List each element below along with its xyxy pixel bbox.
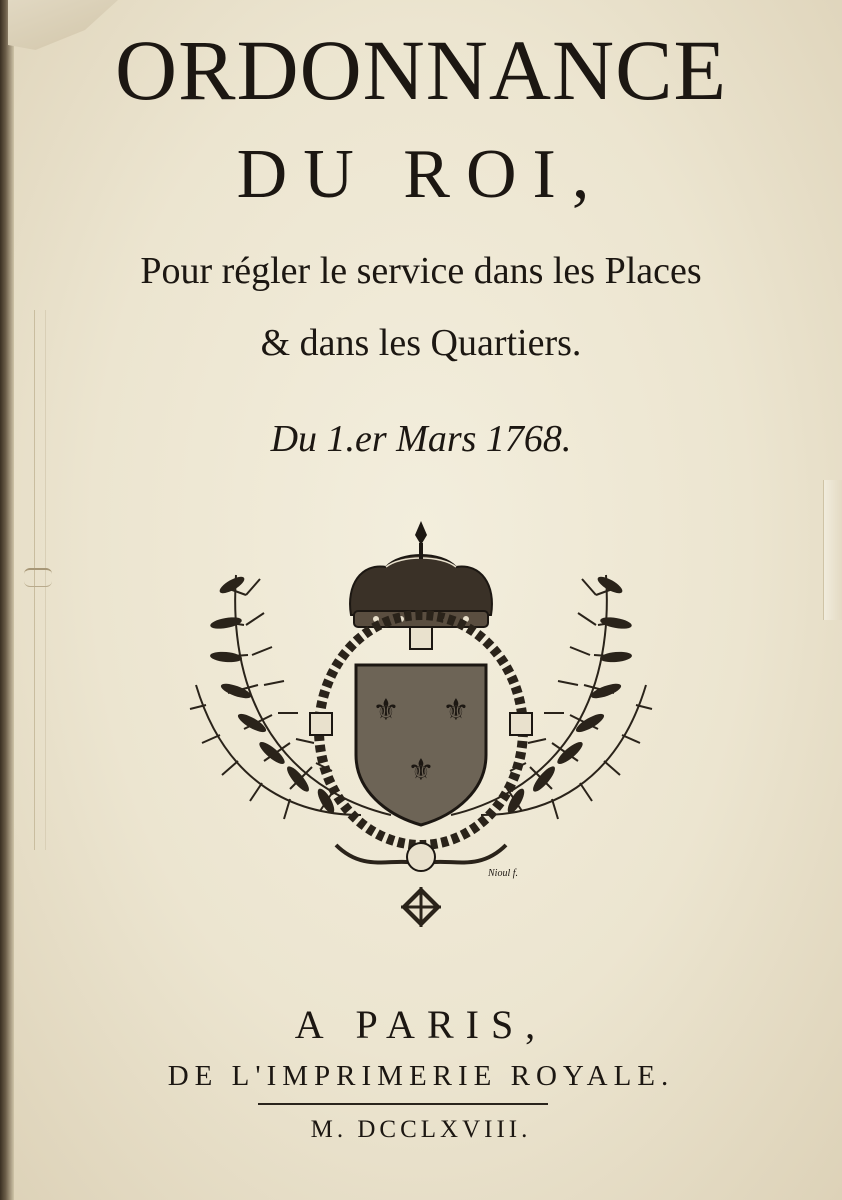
- svg-text:⚜: ⚜: [442, 693, 470, 728]
- purpose-line-2: & dans les Quartiers.: [260, 322, 582, 364]
- binding-stitch: [24, 568, 52, 587]
- document-subtitle: DU ROI,: [236, 136, 606, 213]
- svg-text:⚜: ⚜: [372, 693, 400, 728]
- svg-text:⚜: ⚜: [407, 753, 435, 788]
- engraver-credit: Nioul f.: [488, 868, 519, 879]
- page-edge-tab: [823, 480, 842, 620]
- royal-coat-of-arms: [186, 515, 656, 955]
- document-date: Du 1.er Mars 1768.: [270, 418, 572, 460]
- horizontal-rule: [258, 1103, 548, 1105]
- printer-name: DE L'IMPRIMERIE ROYALE.: [167, 1060, 675, 1092]
- publication-place: A PARIS,: [294, 1002, 548, 1047]
- purpose-line-1: Pour régler le service dans les Places: [140, 250, 702, 292]
- publication-year: M. DCCLXVIII.: [310, 1116, 532, 1143]
- order-cross-icon: [401, 887, 441, 927]
- document-title: ORDONNANCE: [115, 22, 727, 118]
